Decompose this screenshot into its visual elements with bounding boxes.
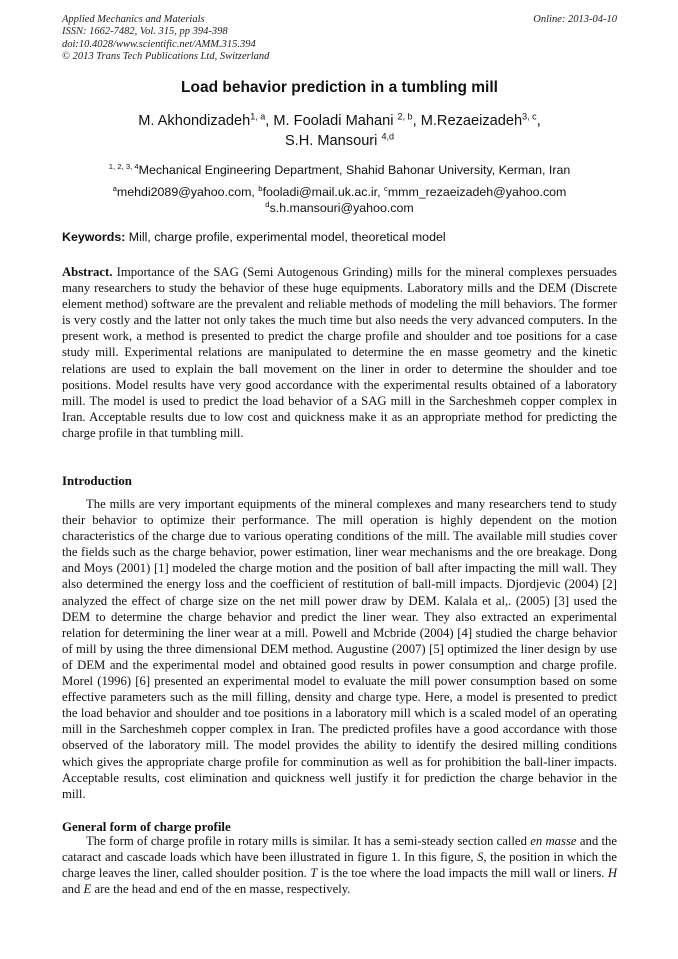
affiliation-text: Mechanical Engineering Department, Shahid Bahonar University, Kerman, Iran: [138, 163, 571, 177]
email-marker: b: [258, 184, 263, 194]
abstract-label: Abstract.: [62, 265, 113, 279]
text-run: the position in which the charge leaves the liner, called shoulder position.: [62, 850, 617, 881]
author-name: S.H. Mansouri: [284, 133, 382, 149]
introduction-heading: Introduction: [62, 474, 132, 488]
email-marker: d: [265, 200, 270, 210]
email-list: [62, 184, 617, 216]
journal-header: [62, 14, 617, 64]
abstract-text: Importance of the SAG (Semi Autogenous Grinding) mills for the mineral complexes persuades many researchers to study the behavior of these huge equipments. Laboratory mills and the DEM (Discrete element method) software are the prevalent and reliable methods of modeling the mill behaviors. The former is very costly and the latter not only takes the much time but also needs the very advanced computers. In the present work, a method is presented to predict the charge profile and shoulder and toe positions for a case study mill. Experimental relations are manipulated to determine the en masse geometry and the kinetic relations are used to explain the ball movement on the liner in order to determine the shoulder and toe positions. Model results have very good accordance with the experimental results obtained of a laboratory mill. The model is used to predict the load behavior of a SAG mill in the Sarcheshmeh copper complex in Iran. Acceptable results due to low cost and quickness make it as an appropriate method for predicting the charge profile in that tumbling mill.: [62, 265, 617, 440]
text-run: are the head and end of the en masse, respectively.: [91, 882, 351, 897]
text-run: The form of charge profile in rotary mills is similar. It has a semi-steady section called: [86, 834, 531, 848]
author-affil-marker: 2, b: [397, 111, 413, 122]
general-form-paragraph: [62, 833, 617, 897]
author-separator: ,: [536, 113, 541, 129]
online-date: Online: 2013-04-10: [533, 14, 617, 25]
italic-symbol: H: [607, 866, 617, 881]
author-name: M. Fooladi Mahani: [273, 113, 398, 129]
email-address: mehdi2089@yahoo.com,: [116, 185, 259, 199]
paper-title: Load behavior prediction in a tumbling mill: [181, 79, 498, 96]
introduction-paragraph: The mills are very important equipments of the mineral complexes and many researchers tend to study their behavior to optimize their performance. The mill operation is highly dependent on the motion characteristics of the charge due to various operating conditions of the mill. The available mill studies cover the fields such as the charge behavior, power estimation, liner wear mechanisms and the ore breakage. Dong and Moys (2001) [1] modeled the charge motion and the position of ball after impacting the mill wall. They also determined the energy loss and the coefficient of restitution of ball-mill impacts. Djordjevic (2004) [2] analyzed the effect of charge size on the net mill power draw by DEM. Kalala et al,. (2005) [3] used the DEM to determine the charge behavior and predict the liner wear. They also extracted an experimental relation for determining the liner wear at a mill. Powell and Mcbride (2004) [4] studied the charge behavior of mill by using the three dimensional DEM method. Augustine (2007) [5] optimized the liner design by use of DEM and the experimental model and obtained good results in power consumption and charge profile. Morel (1996) [6] presented an experimental model to evaluate the mill power consumption based on some effective parameters such as the mill filling, density and charge type. Here, a model is presented to predict the load behavior and shoulder and toe positions in a laboratory mill which is a scaled model of an operating mill in the Sarcheshmeh copper complex in Iran. The predicted profiles have a good accordance with those observed of the laboratory mill. The model provides the ability to identify the desired milling conditions which gives the appropriate charge profile for comminution as well as for prohibition the ball-liner impacts. Acceptable results, cost elimination and quickness well justify it for prediction the charge behavior in the mill.: [62, 497, 617, 801]
keywords-text: Mill, charge profile, experimental model, theoretical model: [125, 230, 446, 244]
affiliation: [62, 163, 617, 177]
author-affil-marker: 4,d: [381, 131, 395, 142]
email-address: fooladi@mail.uk.ac.ir,: [262, 185, 384, 199]
email-address: mmm_rezaeizadeh@yahoo.com: [387, 185, 567, 199]
issn-line: ISSN: 1662-7482, Vol. 315, pp 394-398: [62, 26, 228, 38]
italic-symbol: S,: [477, 850, 487, 865]
text-run: and the cataract and cascade loads which have been illustrated in figure 1. In this figure,: [62, 834, 617, 865]
copyright-line: © 2013 Trans Tech Publications Ltd, Switzerland: [62, 51, 270, 63]
author-affil-marker: 1, a: [250, 111, 266, 122]
text-run: and: [62, 882, 84, 897]
author-name: M. Akhondizadeh: [138, 113, 251, 129]
author-separator: ,: [412, 113, 421, 129]
author-affil-marker: 3, c: [522, 111, 537, 122]
email-address: s.h.mansouri@yahoo.com: [269, 201, 414, 215]
doi-line: doi:10.4028/www.scientific.net/AMM.315.394: [62, 38, 256, 50]
keywords: [62, 230, 617, 244]
italic-symbol: E: [83, 882, 92, 897]
email-marker: a: [112, 184, 117, 194]
journal-name: Applied Mechanics and Materials: [62, 14, 205, 25]
author-list: [62, 111, 617, 151]
abstract: [62, 264, 617, 441]
italic-term: en masse: [530, 834, 577, 848]
email-marker: c: [383, 184, 388, 194]
affiliation-marker: 1, 2, 3, 4: [108, 162, 139, 172]
italic-symbol: T: [310, 866, 318, 881]
author-name: M.Rezaeizadeh: [420, 113, 523, 129]
general-form-heading: General form of charge profile: [62, 820, 231, 834]
author-separator: ,: [265, 113, 274, 129]
text-run: is the toe where the load impacts the mill wall or liners.: [317, 866, 608, 881]
keywords-label: Keywords:: [62, 230, 126, 244]
